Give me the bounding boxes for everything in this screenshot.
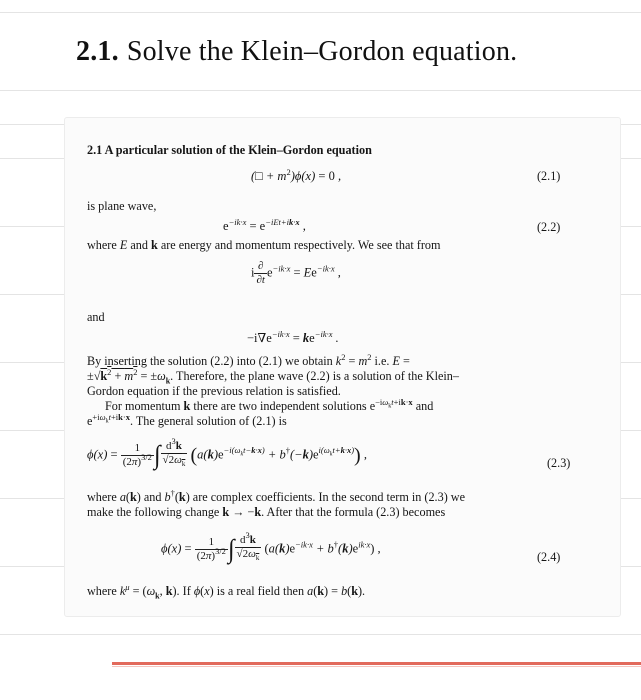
paragraph-line: $e^{+i\omega_kt+ik\cdot x}$. The general solution of (2.1) is — [87, 412, 287, 428]
text-and: and — [87, 310, 105, 324]
paragraph-line: $\pm√k^2 + m^2 = \pm\omega_k$. Therefore, the plane wave (2.2) is a solution of the Klein– — [87, 367, 459, 386]
equation-tag-2-4: (2.4) — [537, 550, 561, 564]
equation-time-derivative: i $\frac{\partial}{\partial t}$ $e^{-ik\cdot x} = Ee^{-ik\cdot x}$ , — [251, 260, 341, 286]
paragraph-line: By inserting the solution (2.2) into (2.1) we obtain $k^2 = m^2$ i.e. E = — [87, 352, 410, 368]
heading-text: Solve the Klein–Gordon equation. — [126, 36, 518, 67]
equation-2-3: ϕ(x) = $\frac{1}{(2\pi)^{3/2}}$ ∫ $\frac{d^3k}{√2\omega_k}$ $(a(k)e^{-i(\omega_kt-k\cdot x)} + b^\dagger(-k)e^{i(\omega_kt+k\cdot x)})$ , — [87, 436, 367, 470]
heading-number: 2.1. — [76, 36, 119, 67]
equation-2-1: (□ + $m^2)\phi(x) = 0$ , — [251, 167, 342, 183]
accent-divider-shadow — [112, 666, 641, 667]
section-title: 2.1 A particular solution of the Klein–Gordon equation — [87, 143, 372, 157]
ruled-line — [0, 90, 641, 91]
ruled-line — [0, 634, 641, 635]
accent-divider — [112, 662, 641, 665]
equation-2-4: ϕ(x) = $\frac{1}{(2\pi)^{3/2}}$ ∫ $\frac{d^3k}{√2\omega_k}$ $(a(k)e^{-ik\cdot x} + b^\dagger(k)e^{ik\cdot x})$ , — [161, 530, 381, 564]
ruled-line — [0, 12, 641, 13]
equation-gradient: $-i\nabla e^{-ik\cdot x} = ke^{-ik\cdot x}$ . — [247, 329, 339, 345]
page-title — [76, 36, 517, 68]
paragraph-line: Gordon equation if the previous relation is satisfied. — [87, 384, 341, 398]
equation-tag-2-2: (2.2) — [537, 220, 561, 234]
equation-2-2: $e^{-ik\cdot x} = e^{-iEt+ik\cdot x}$ , — [223, 217, 306, 233]
text-plane-wave: is plane wave, — [87, 199, 157, 213]
textbook-excerpt — [64, 117, 621, 617]
paragraph-line: where a(k) and b†(k) are complex coefficients. In the second term in (2.3) we — [87, 488, 466, 504]
equation-tag-2-1: (2.1) — [537, 169, 561, 183]
text-where-E: where E and k are energy and momentum respectively. We see that from — [87, 238, 441, 252]
paragraph-line: For momentum k there are two independent solutions $e^{-i\omega_kt+ik\cdot x}$ and — [105, 397, 434, 413]
last-line: where $k^\mu = (\omega_k$, k). If ϕ(x) is a real field then a(k) = b(k). — [87, 582, 366, 601]
equation-tag-2-3: (2.3) — [547, 456, 571, 470]
paragraph-line: make the following change k → −k. After that the formula (2.3) becomes — [87, 505, 446, 519]
